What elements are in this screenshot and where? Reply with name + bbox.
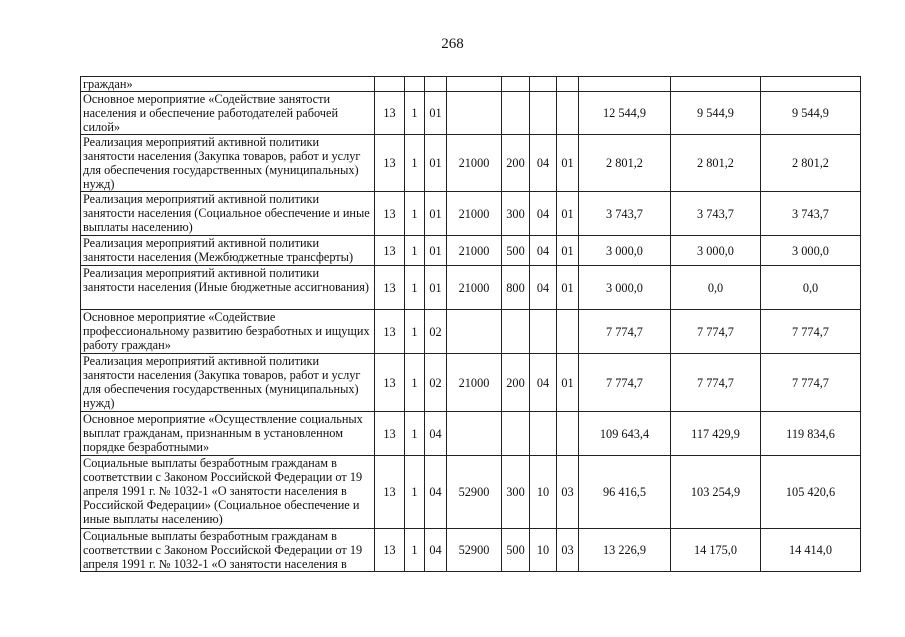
code-cell: 1 (405, 135, 425, 192)
table-row (81, 92, 861, 135)
code-cell (557, 77, 579, 92)
amount-cell: 7 774,7 (671, 310, 761, 354)
code-cell: 21000 (447, 354, 502, 412)
code-cell (375, 77, 405, 92)
code-cell: 01 (425, 236, 447, 266)
amount-cell: 3 743,7 (671, 192, 761, 236)
table-row (81, 310, 861, 354)
code-cell: 04 (530, 192, 557, 236)
code-cell (557, 92, 579, 135)
code-cell: 01 (425, 92, 447, 135)
code-cell: 1 (405, 456, 425, 529)
code-cell: 1 (405, 236, 425, 266)
code-cell: 52900 (447, 456, 502, 529)
code-cell: 03 (557, 529, 579, 572)
code-cell: 52900 (447, 529, 502, 572)
amount-cell: 13 226,9 (579, 529, 671, 572)
code-cell: 13 (375, 529, 405, 572)
code-cell: 1 (405, 529, 425, 572)
page-number: 268 (441, 36, 464, 52)
code-cell: 10 (530, 529, 557, 572)
amount-cell: 0,0 (671, 266, 761, 310)
code-cell: 13 (375, 310, 405, 354)
code-cell: 200 (502, 354, 530, 412)
code-cell: 04 (530, 354, 557, 412)
code-cell: 300 (502, 456, 530, 529)
amount-cell: 3 000,0 (671, 236, 761, 266)
code-cell: 21000 (447, 266, 502, 310)
code-cell: 04 (425, 412, 447, 456)
code-cell (502, 412, 530, 456)
amount-cell: 103 254,9 (671, 456, 761, 529)
code-cell: 500 (502, 236, 530, 266)
code-cell: 01 (425, 192, 447, 236)
code-cell: 21000 (447, 236, 502, 266)
code-cell (425, 77, 447, 92)
amount-cell: 2 801,2 (761, 135, 861, 192)
amount-cell: 3 000,0 (579, 266, 671, 310)
code-cell (502, 310, 530, 354)
row-name-cell: Социальные выплаты безработным гражданам в соответствии с Законом Российской Федерации от 19 апреля 1991 г. № 1032-1 «О занятости населения в Российской Федерации» (Социальное обеспечение и иные выплаты населению) (81, 456, 375, 529)
amount-cell: 9 544,9 (671, 92, 761, 135)
code-cell: 01 (425, 266, 447, 310)
code-cell: 01 (425, 135, 447, 192)
code-cell (447, 310, 502, 354)
code-cell: 13 (375, 266, 405, 310)
code-cell: 21000 (447, 135, 502, 192)
table-row (81, 135, 861, 192)
code-cell (530, 412, 557, 456)
code-cell: 1 (405, 310, 425, 354)
row-name-cell: Социальные выплаты безработным гражданам в соответствии с Законом Российской Федерации от 19 апреля 1991 г. № 1032-1 «О занятости населения в (81, 529, 375, 572)
amount-cell: 9 544,9 (761, 92, 861, 135)
code-cell (502, 92, 530, 135)
code-cell (447, 412, 502, 456)
table-row (81, 266, 861, 310)
code-cell: 13 (375, 192, 405, 236)
code-cell: 01 (557, 354, 579, 412)
code-cell: 1 (405, 92, 425, 135)
code-cell: 13 (375, 456, 405, 529)
code-cell: 200 (502, 135, 530, 192)
amount-cell: 7 774,7 (761, 310, 861, 354)
amount-cell: 14 414,0 (761, 529, 861, 572)
amount-cell: 3 000,0 (761, 236, 861, 266)
row-name-cell: Реализация мероприятий активной политики занятости населения (Закупка товаров, работ и услуг для обеспечения государственных (муниципальных) нужд) (81, 354, 375, 412)
table-row (81, 77, 861, 92)
row-name-cell: Реализация мероприятий активной политики занятости населения (Закупка товаров, работ и услуг для обеспечения государственных (муниципальных) нужд) (81, 135, 375, 192)
code-cell: 1 (405, 266, 425, 310)
code-cell: 10 (530, 456, 557, 529)
amount-cell: 2 801,2 (671, 135, 761, 192)
table-row (81, 192, 861, 236)
code-cell: 04 (425, 456, 447, 529)
code-cell: 300 (502, 192, 530, 236)
code-cell: 01 (557, 236, 579, 266)
code-cell (557, 412, 579, 456)
code-cell: 13 (375, 135, 405, 192)
amount-cell: 12 544,9 (579, 92, 671, 135)
amount-cell: 105 420,6 (761, 456, 861, 529)
amount-cell: 7 774,7 (579, 310, 671, 354)
table-row (81, 412, 861, 456)
amount-cell (671, 77, 761, 92)
row-name-cell: Реализация мероприятий активной политики занятости населения (Межбюджетные трансферты) (81, 236, 375, 266)
amount-cell: 7 774,7 (761, 354, 861, 412)
code-cell: 1 (405, 412, 425, 456)
table-row (81, 236, 861, 266)
code-cell: 04 (530, 266, 557, 310)
code-cell: 04 (425, 529, 447, 572)
table-row (81, 456, 861, 529)
amount-cell: 2 801,2 (579, 135, 671, 192)
code-cell: 1 (405, 192, 425, 236)
row-name-cell: Основное мероприятие «Содействие занятости населения и обеспечение работодателей рабочей силой» (81, 92, 375, 135)
amount-cell (579, 77, 671, 92)
code-cell: 13 (375, 354, 405, 412)
amount-cell: 3 743,7 (579, 192, 671, 236)
code-cell: 01 (557, 135, 579, 192)
amount-cell: 7 774,7 (579, 354, 671, 412)
amount-cell (761, 77, 861, 92)
code-cell: 13 (375, 412, 405, 456)
code-cell (447, 92, 502, 135)
amount-cell: 14 175,0 (671, 529, 761, 572)
code-cell (502, 77, 530, 92)
amount-cell: 0,0 (761, 266, 861, 310)
code-cell: 04 (530, 236, 557, 266)
row-name-cell: Реализация мероприятий активной политики занятости населения (Иные бюджетные ассигнования) (81, 266, 375, 310)
code-cell: 02 (425, 354, 447, 412)
code-cell: 02 (425, 310, 447, 354)
code-cell (530, 310, 557, 354)
amount-cell: 3 000,0 (579, 236, 671, 266)
budget-table (80, 76, 861, 572)
code-cell: 800 (502, 266, 530, 310)
code-cell: 03 (557, 456, 579, 529)
code-cell (405, 77, 425, 92)
code-cell (530, 77, 557, 92)
code-cell: 01 (557, 192, 579, 236)
amount-cell: 7 774,7 (671, 354, 761, 412)
code-cell: 04 (530, 135, 557, 192)
amount-cell: 119 834,6 (761, 412, 861, 456)
code-cell: 1 (405, 354, 425, 412)
code-cell (557, 310, 579, 354)
row-name-cell: Основное мероприятие «Содействие профессиональному развитию безработных и ищущих работу граждан» (81, 310, 375, 354)
code-cell: 13 (375, 236, 405, 266)
amount-cell: 109 643,4 (579, 412, 671, 456)
amount-cell: 117 429,9 (671, 412, 761, 456)
row-name-cell: граждан» (81, 77, 375, 92)
code-cell (530, 92, 557, 135)
amount-cell: 3 743,7 (761, 192, 861, 236)
code-cell: 01 (557, 266, 579, 310)
code-cell: 21000 (447, 192, 502, 236)
table-row (81, 354, 861, 412)
row-name-cell: Реализация мероприятий активной политики занятости населения (Социальное обеспечение и иные выплаты населению) (81, 192, 375, 236)
code-cell (447, 77, 502, 92)
code-cell: 13 (375, 92, 405, 135)
code-cell: 500 (502, 529, 530, 572)
amount-cell: 96 416,5 (579, 456, 671, 529)
table-row (81, 529, 861, 572)
row-name-cell: Основное мероприятие «Осуществление социальных выплат гражданам, признанным в установленном порядке безработными» (81, 412, 375, 456)
